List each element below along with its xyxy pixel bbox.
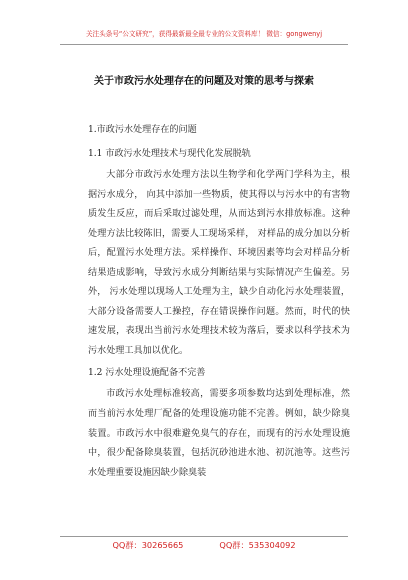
document-title: 关于市政污水处理存在的问题及对策的思考与探索 <box>94 76 314 87</box>
subsection-heading: 1.1 市政污水处理技术与现代化发展脱轨 <box>88 149 251 159</box>
document-body <box>88 118 350 483</box>
header-notice: 关注头条号“公文研究”，获得最新最全最专业的公文资料库！ 微信：gongwenyj <box>85 30 323 38</box>
footer-qq-group-1: QQ群：30265665 <box>112 540 184 550</box>
body-paragraph: 大部分市政污水处理方法以生物学和化学两门学科为主，根据污水成分， 向其中添加一些物质，使其得以与污水中的有害物质发生反应，而后采取过滤处理，从而达到污水排放标准。这种处理方法比较陈旧，需要人工现场采样， 对样品的成分加以分析后，配置污水处理方法。采样操作、环境因素等均会对样品分析结果造成影响，导致污水成分判断结果与实际情况产生偏差。另外， 污水处理以现场人工处理为主，缺少自动化污水处理装置，大部分设备需要人工操控，存在错误操作问题。然而，时代的快速发展，表现出当前污水处理技术较为落后，要求以科学技术为污水处理工具加以优化。 <box>88 170 350 356</box>
section-heading: 1.市政污水处理存在的问题 <box>88 125 197 135</box>
body-paragraph: 市政污水处理标准较高，需要多项参数均达到处理标准，然而当前污水处理厂配备的处理设施功能不完善。例如，缺少除臭装置。市政污水中很难避免臭气的存在，而现有的污水处理设施中，很少配备除臭装置，包括沉砂池进水池、初沉池等。这些污水处理重要设施因缺少除臭装 <box>88 389 350 478</box>
footer-divider <box>60 536 348 537</box>
footer-contacts <box>0 540 408 551</box>
footer-qq-group-2: QQ群：535304092 <box>219 540 296 550</box>
header-divider <box>60 44 348 45</box>
subsection-heading: 1.2 污水处理设施配备不完善 <box>88 368 206 379</box>
